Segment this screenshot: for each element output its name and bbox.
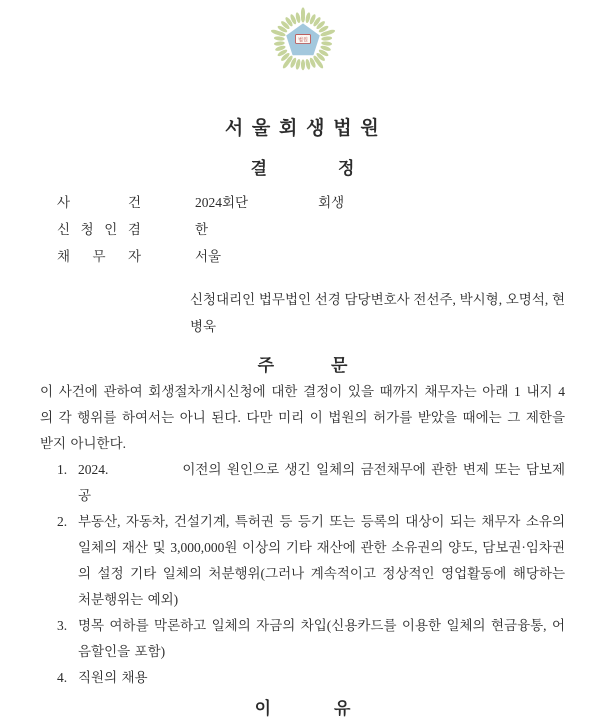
applicant-label (57, 216, 141, 243)
order-heading-char: 문 (331, 356, 348, 375)
label-char: 자 (127, 249, 141, 264)
applicant-value: 한 (195, 222, 209, 237)
label-char: 무 (92, 249, 106, 264)
court-emblem (40, 7, 565, 75)
reason-heading-char: 이 (254, 699, 271, 718)
case-number-prefix: 2024회단 (195, 195, 249, 210)
attorney-of-record: 신청대리인 법무법인 선경 담당변호사 전선주, 박시형, 오명석, 현병욱 (190, 292, 565, 334)
decision-heading-char: 정 (338, 159, 355, 178)
order-heading (40, 352, 565, 379)
decision-heading (40, 155, 565, 182)
debtor-label (57, 243, 141, 270)
order-item-1 (40, 457, 565, 509)
order-heading-char: 주 (257, 356, 274, 375)
label-char: 청 (80, 222, 94, 237)
court-emblem-icon (269, 7, 337, 75)
order-item-3 (40, 613, 565, 665)
reason-heading-char: 유 (334, 699, 351, 718)
item-text: 직원의 채용 (78, 670, 148, 685)
item-number: 3. (57, 618, 68, 633)
case-type: 회생 (318, 195, 345, 210)
item-number: 2. (57, 514, 68, 529)
item-text: 이전의 원인으로 생긴 일체의 금전채무에 관한 변제 또는 담보제공 (78, 462, 565, 503)
emblem-badge-label: 법원 (297, 37, 308, 44)
item-text: 부동산, 자동차, 건설기계, 특허권 등 등기 또는 등록의 대상이 되는 채무자 소유의 일체의 재산 및 3,000,000원 이상의 기타 재산에 관한 소유권의 양도, 담보권·임차권의 설정 기타 일체의 처분행위(그러나 계속적이고 정상적인 영업활동에 해당하는 처분행위는 예외) (78, 514, 565, 607)
order-item-2 (40, 509, 565, 613)
label-char: 사 (57, 195, 71, 210)
label-char: 건 (127, 195, 141, 210)
order-intro-paragraph: 이 사건에 관하여 회생절차개시신청에 대한 결정이 있을 때까지 채무자는 아래 1 내지 4 의 각 행위를 하여서는 아니 된다. 다만 미리 이 법원의 허가를 받았을 때에는 그 제한을 받지 아니한다. (40, 384, 565, 451)
case-number-label (57, 189, 141, 216)
label-char: 채 (57, 249, 71, 264)
label-char: 인 (104, 222, 118, 237)
order-item-list (40, 457, 565, 691)
label-char: 신 (57, 222, 71, 237)
item-text: 명목 여하를 막론하고 일체의 자금의 차입(신용카드를 이용한 일체의 현금융통, 어음할인을 포함) (78, 618, 565, 659)
decision-heading-char: 결 (250, 159, 267, 178)
case-number-row (40, 189, 565, 216)
case-number-value (195, 189, 344, 216)
item-number: 4. (57, 670, 68, 685)
case-info-section (40, 189, 565, 270)
label-char: 겸 (127, 222, 141, 237)
court-name-title: 서 울 회 생 법 원 (224, 118, 381, 139)
order-item-4 (40, 665, 565, 691)
applicant-row (40, 216, 565, 243)
item-date-prefix: 2024. (78, 462, 109, 477)
debtor-value: 서울 (195, 249, 222, 264)
reason-heading (40, 695, 565, 722)
item-number: 1. (57, 462, 68, 477)
debtor-row (40, 243, 565, 270)
